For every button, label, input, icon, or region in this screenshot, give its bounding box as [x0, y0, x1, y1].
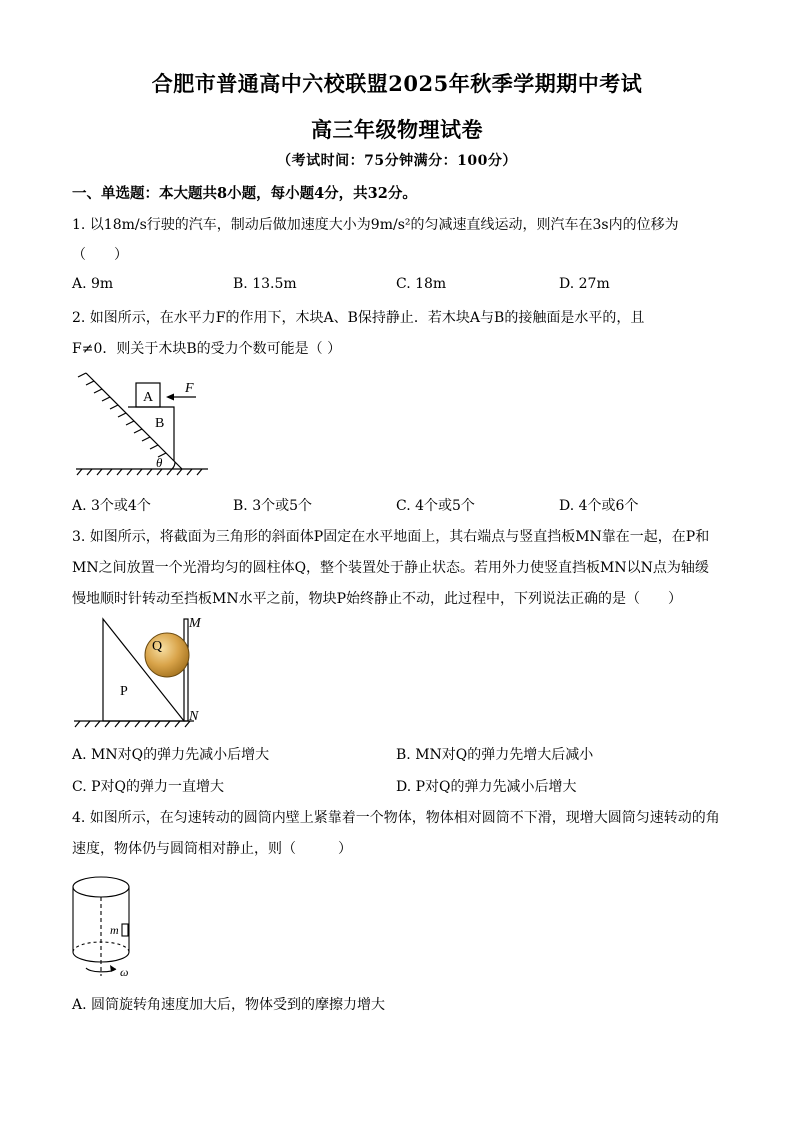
q1-option-a: A. 9m [72, 276, 114, 292]
exam-subtitle: 高三年级物理试卷 [311, 117, 483, 142]
q2-label-f: F [185, 381, 194, 396]
q1-option-d: D. 27m [559, 276, 610, 292]
q3-option-b: B. MN对Q的弹力先增大后减小 [396, 747, 594, 763]
q3-stem-line3: 慢地顺时针转动至挡板MN水平之前，物块P始终静止不动，此过程中，下列说法正确的是（ ） [72, 591, 683, 607]
q3-stem-line1: 3. 如图所示，将截面为三角形的斜面体P固定在水平地面上，其右端点与竖直挡板MN靠在一起，在P和 [72, 529, 710, 545]
q3-option-a: A. MN对Q的弹力先减小后增大 [72, 747, 270, 763]
q1-option-b: B. 13.5m [233, 276, 297, 292]
q2-option-c: C. 4个或5个 [396, 498, 475, 514]
q2-stem-line1: 2. 如图所示，在水平力F的作用下，木块A、B保持静止．若木块A与B的接触面是水平的，且 [72, 310, 645, 326]
q4-figure [70, 872, 150, 982]
q2-label-b: B [155, 416, 165, 431]
q4-option-a: A. 圆筒旋转角速度加大后，物体受到的摩擦力增大 [72, 997, 386, 1013]
q3-label-q: Q [152, 639, 163, 654]
q2-stem-line2: F≠0．则关于木块B的受力个数可能是（ ） [72, 341, 342, 357]
q4-stem-line2: 速度，物体仍与圆筒相对静止，则（ ） [72, 841, 352, 857]
q2-option-a: A. 3个或4个 [72, 498, 151, 514]
q3-option-d: D. P对Q的弹力先减小后增大 [396, 779, 577, 795]
q4-label-omega: ω [120, 965, 129, 979]
q3-label-p: P [120, 684, 128, 699]
q3-figure [72, 613, 212, 733]
q2-option-b: B. 3个或5个 [233, 498, 313, 514]
q2-label-theta: θ [156, 455, 163, 470]
exam-title: 合肥市普通高中六校联盟2025年秋季学期期中考试 [151, 71, 643, 96]
q1-option-c: C. 18m [396, 276, 447, 292]
q4-label-m: m [110, 923, 119, 937]
q3-label-n: N [189, 709, 199, 724]
q4-stem-line1: 4. 如图所示，在匀速转动的圆筒内壁上紧靠着一个物体，物体相对圆筒不下滑，现增大圆筒匀速转动的角 [72, 810, 720, 826]
q1-stem-line1: 1. 以18m/s行驶的汽车，制动后做加速度大小为9m/s²的匀减速直线运动，则汽车在3s内的位移为 [72, 217, 679, 233]
section-heading: 一、单选题：本大题共8小题，每小题4分，共32分。 [72, 185, 417, 202]
exam-info: （考试时间：75分钟满分：100分） [277, 153, 517, 169]
q2-label-a: A [143, 390, 154, 405]
q3-option-c: C. P对Q的弹力一直增大 [72, 779, 225, 795]
q1-stem-line2: （ ） [72, 247, 128, 263]
q2-figure [74, 365, 214, 483]
q3-stem-line2: MN之间放置一个光滑均匀的圆柱体Q，整个装置处于静止状态。若用外力使竖直挡板MN以N点为轴缓 [72, 560, 709, 576]
q3-label-m: M [189, 616, 201, 631]
q2-option-d: D. 4个或6个 [559, 498, 639, 514]
